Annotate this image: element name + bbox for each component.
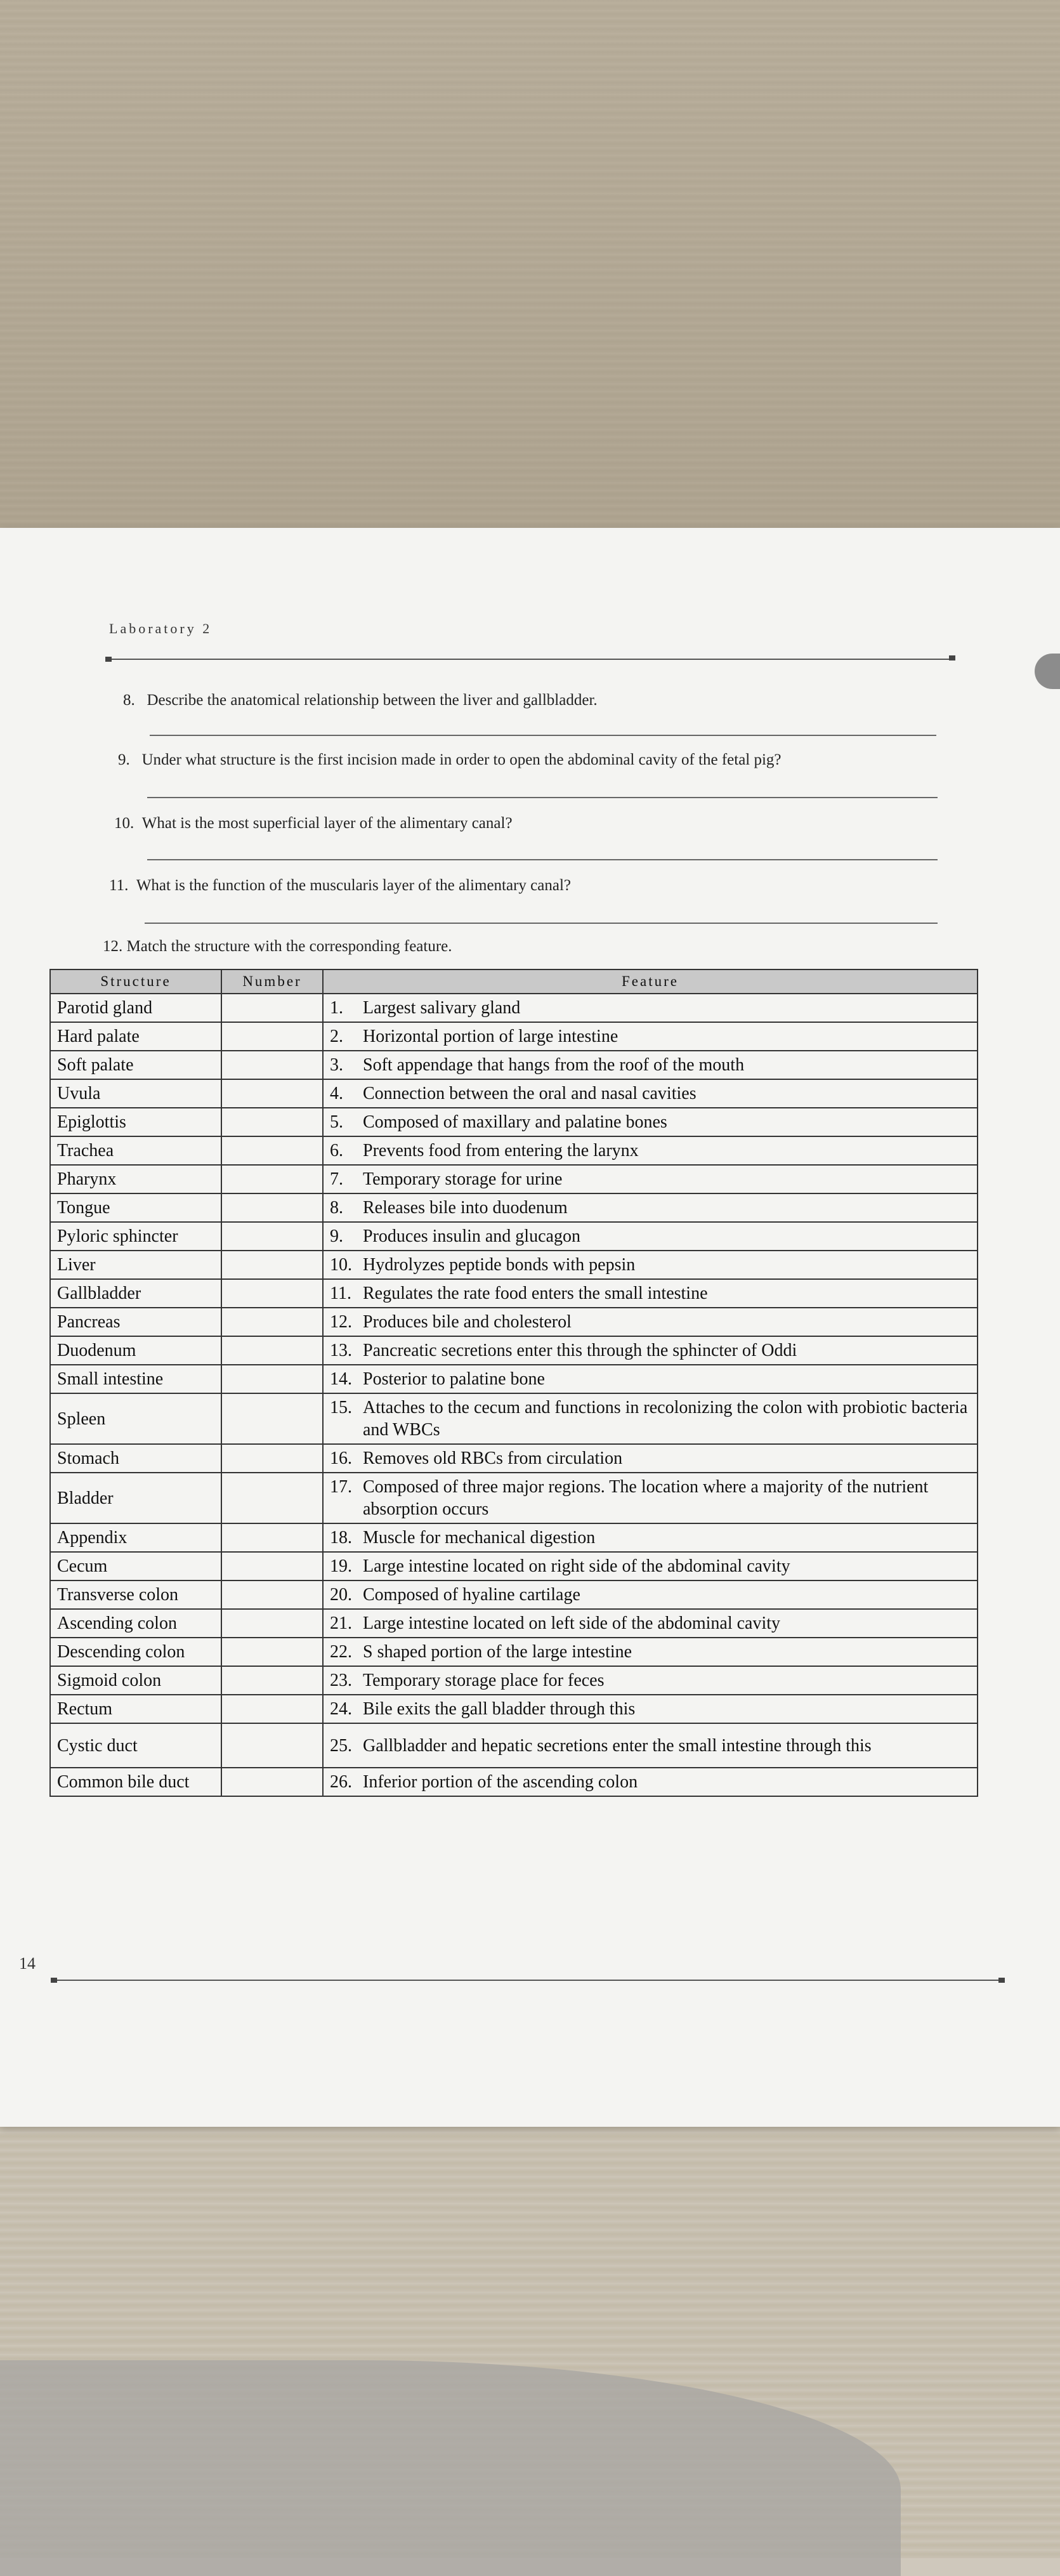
feature-cell	[323, 1444, 978, 1473]
table-row	[50, 1079, 978, 1108]
table-row	[50, 1695, 978, 1723]
feature-number: 22.	[330, 1642, 352, 1662]
question-text: Under what structure is the first incision made in order to open the abdominal cavity of the fetal pig?	[141, 751, 782, 768]
feature-number: 16.	[330, 1449, 352, 1468]
number-answer-cell[interactable]	[221, 1666, 323, 1695]
table-row	[50, 1638, 978, 1666]
structure-cell: Small intestine	[50, 1365, 221, 1393]
number-answer-cell[interactable]	[221, 1523, 323, 1552]
feature-cell	[323, 1768, 978, 1796]
feature-text: Large intestine located on right side of the abdominal cavity	[363, 1556, 790, 1576]
lab-header: Laboratory 2	[109, 621, 213, 636]
feature-text: Temporary storage for urine	[363, 1169, 563, 1189]
feature-text: Composed of hyaline cartilage	[363, 1585, 580, 1605]
match-table	[49, 969, 978, 1797]
table-row	[50, 1365, 978, 1393]
feature-number: 23.	[330, 1671, 352, 1690]
feature-text: Composed of three major regions. The location where a majority of the nutrient absorption occurs	[363, 1477, 929, 1519]
answer-line-9[interactable]	[147, 797, 938, 798]
footer-dot-left	[51, 1978, 57, 1983]
feature-cell	[323, 1638, 978, 1666]
feature-text: Posterior to palatine bone	[363, 1369, 545, 1389]
feature-number: 15.	[330, 1398, 352, 1417]
number-answer-cell[interactable]	[221, 1580, 323, 1609]
feature-cell	[323, 1079, 978, 1108]
structure-cell: Stomach	[50, 1444, 221, 1473]
table-row	[50, 1308, 978, 1336]
feature-cell	[323, 994, 978, 1022]
number-answer-cell[interactable]	[221, 1251, 323, 1279]
match-prompt: 12. Match the structure with the corresponding feature.	[103, 938, 452, 955]
feature-number: 1.	[330, 998, 343, 1018]
rule-dot-right	[949, 655, 955, 660]
feature-cell	[323, 1051, 978, 1079]
feature-text: Produces insulin and glucagon	[363, 1226, 580, 1246]
answer-line-10[interactable]	[147, 859, 938, 860]
feature-cell	[323, 1022, 978, 1051]
number-answer-cell[interactable]	[221, 1723, 323, 1768]
table-row	[50, 1723, 978, 1768]
number-answer-cell[interactable]	[221, 1393, 323, 1444]
table-row	[50, 994, 978, 1022]
question-number: 8.	[123, 692, 135, 709]
feature-number: 17.	[330, 1477, 352, 1497]
question-10	[114, 815, 513, 832]
feature-number: 26.	[330, 1772, 352, 1792]
feature-text: Prevents food from entering the larynx	[363, 1141, 639, 1160]
question-number: 9.	[118, 751, 130, 768]
table-row	[50, 1222, 978, 1251]
feature-text: Largest salivary gland	[363, 998, 521, 1018]
structure-cell: Transverse colon	[50, 1580, 221, 1609]
number-answer-cell[interactable]	[221, 1336, 323, 1365]
header-rule	[109, 659, 953, 660]
feature-text: Releases bile into duodenum	[363, 1198, 568, 1218]
table-row	[50, 1108, 978, 1136]
feature-number: 21.	[330, 1613, 352, 1633]
table-row	[50, 1022, 978, 1051]
structure-cell: Gallbladder	[50, 1279, 221, 1308]
feature-cell	[323, 1552, 978, 1580]
number-answer-cell[interactable]	[221, 1768, 323, 1796]
feature-text: Large intestine located on left side of the abdominal cavity	[363, 1613, 781, 1633]
feature-number: 25.	[330, 1735, 352, 1756]
structure-cell: Bladder	[50, 1473, 221, 1523]
feature-cell	[323, 1609, 978, 1638]
structure-cell: Hard palate	[50, 1022, 221, 1051]
feature-cell	[323, 1251, 978, 1279]
feature-text: Regulates the rate food enters the small intestine	[363, 1284, 708, 1303]
question-number: 11.	[109, 877, 129, 894]
number-answer-cell[interactable]	[221, 1165, 323, 1193]
fabric-background-top	[0, 0, 1060, 558]
structure-cell: Cystic duct	[50, 1723, 221, 1768]
structure-cell: Cecum	[50, 1552, 221, 1580]
question-text: What is the function of the muscularis layer of the alimentary canal?	[136, 877, 571, 894]
feature-text: Attaches to the cecum and functions in recolonizing the colon with probiotic bacteria and WBCs	[363, 1398, 968, 1440]
feature-text: S shaped portion of the large intestine	[363, 1642, 632, 1662]
table-row	[50, 1473, 978, 1523]
structure-cell: Appendix	[50, 1523, 221, 1552]
feature-cell	[323, 1136, 978, 1165]
number-answer-cell[interactable]	[221, 1444, 323, 1473]
table-row	[50, 1580, 978, 1609]
feature-number: 8.	[330, 1198, 343, 1218]
feature-number: 3.	[330, 1055, 343, 1075]
question-text: Describe the anatomical relationship between the liver and gallbladder.	[147, 692, 598, 709]
feature-number: 12.	[330, 1312, 352, 1332]
feature-number: 7.	[330, 1169, 343, 1189]
feature-text: Muscle for mechanical digestion	[363, 1528, 596, 1548]
structure-cell: Common bile duct	[50, 1768, 221, 1796]
feature-number: 11.	[330, 1284, 351, 1303]
feature-number: 10.	[330, 1255, 352, 1275]
table-row	[50, 1165, 978, 1193]
feature-number: 5.	[330, 1112, 343, 1132]
table-row	[50, 1136, 978, 1165]
table-row	[50, 1523, 978, 1552]
question-number: 10.	[114, 815, 134, 832]
structure-cell: Parotid gland	[50, 994, 221, 1022]
structure-cell: Pharynx	[50, 1165, 221, 1193]
table-row	[50, 1393, 978, 1444]
rule-dot-left	[105, 657, 112, 662]
feature-cell	[323, 1473, 978, 1523]
answer-line-8[interactable]	[150, 735, 936, 736]
feature-cell	[323, 1723, 978, 1768]
feature-text: Horizontal portion of large intestine	[363, 1027, 618, 1046]
number-answer-cell[interactable]	[221, 1051, 323, 1079]
feature-number: 14.	[330, 1369, 352, 1389]
structure-cell: Descending colon	[50, 1638, 221, 1666]
header-structure: Structure	[50, 969, 221, 994]
feature-text: Produces bile and cholesterol	[363, 1312, 572, 1332]
table-row	[50, 1336, 978, 1365]
feature-number: 18.	[330, 1528, 352, 1548]
structure-cell: Liver	[50, 1251, 221, 1279]
feature-number: 6.	[330, 1141, 343, 1160]
feature-cell	[323, 1108, 978, 1136]
structure-cell: Ascending colon	[50, 1609, 221, 1638]
feature-text: Gallbladder and hepatic secretions enter the small intestine through this	[363, 1735, 872, 1756]
structure-cell: Spleen	[50, 1393, 221, 1444]
number-answer-cell[interactable]	[221, 1609, 323, 1638]
structure-cell: Duodenum	[50, 1336, 221, 1365]
question-11	[109, 877, 571, 895]
feature-number: 24.	[330, 1699, 352, 1719]
table-row	[50, 1552, 978, 1580]
structure-cell: Trachea	[50, 1136, 221, 1165]
question-9	[118, 751, 782, 769]
structure-cell: Uvula	[50, 1079, 221, 1108]
feature-text: Hydrolyzes peptide bonds with pepsin	[363, 1255, 636, 1275]
feature-text: Bile exits the gall bladder through this	[363, 1699, 636, 1719]
structure-cell: Epiglottis	[50, 1108, 221, 1136]
number-answer-cell[interactable]	[221, 1108, 323, 1136]
feature-cell	[323, 1193, 978, 1222]
table-row	[50, 1609, 978, 1638]
feature-cell	[323, 1336, 978, 1365]
table-row	[50, 1251, 978, 1279]
feature-number: 2.	[330, 1027, 343, 1046]
footer-dot-right	[998, 1978, 1005, 1983]
structure-cell: Pyloric sphincter	[50, 1222, 221, 1251]
number-answer-cell[interactable]	[221, 1308, 323, 1336]
feature-text: Composed of maxillary and palatine bones	[363, 1112, 667, 1132]
feature-text: Removes old RBCs from circulation	[363, 1449, 623, 1468]
number-answer-cell[interactable]	[221, 1022, 323, 1051]
number-answer-cell[interactable]	[221, 1552, 323, 1580]
question-text: What is the most superficial layer of the alimentary canal?	[141, 815, 513, 832]
number-answer-cell[interactable]	[221, 1193, 323, 1222]
feature-cell	[323, 1523, 978, 1552]
feature-cell	[323, 1393, 978, 1444]
table-row	[50, 1051, 978, 1079]
feature-cell	[323, 1165, 978, 1193]
structure-cell: Tongue	[50, 1193, 221, 1222]
feature-cell	[323, 1666, 978, 1695]
structure-cell: Rectum	[50, 1695, 221, 1723]
number-answer-cell[interactable]	[221, 1473, 323, 1523]
table-row	[50, 1666, 978, 1695]
feature-cell	[323, 1308, 978, 1336]
feature-text: Connection between the oral and nasal cavities	[363, 1084, 697, 1103]
feature-number: 4.	[330, 1084, 343, 1103]
feature-cell	[323, 1695, 978, 1723]
feature-number: 19.	[330, 1556, 352, 1576]
number-answer-cell[interactable]	[221, 1222, 323, 1251]
number-answer-cell[interactable]	[221, 1079, 323, 1108]
structure-cell: Sigmoid colon	[50, 1666, 221, 1695]
page-number: 14	[19, 1954, 36, 1973]
number-answer-cell[interactable]	[221, 1695, 323, 1723]
header-number: Number	[221, 969, 323, 994]
table-row	[50, 1768, 978, 1796]
answer-line-11[interactable]	[145, 923, 938, 924]
table-row	[50, 1279, 978, 1308]
number-answer-cell[interactable]	[221, 994, 323, 1022]
number-answer-cell[interactable]	[221, 1279, 323, 1308]
feature-cell	[323, 1580, 978, 1609]
number-answer-cell[interactable]	[221, 1638, 323, 1666]
feature-text: Pancreatic secretions enter this through the sphincter of Oddi	[363, 1341, 797, 1360]
header-feature: Feature	[323, 969, 978, 994]
feature-number: 13.	[330, 1341, 352, 1360]
feature-number: 9.	[330, 1226, 343, 1246]
feature-text: Temporary storage place for feces	[363, 1671, 605, 1690]
question-8	[123, 692, 598, 709]
feature-text: Inferior portion of the ascending colon	[363, 1772, 638, 1792]
footer-rule	[51, 1980, 1002, 1981]
feature-cell	[323, 1365, 978, 1393]
number-answer-cell[interactable]	[221, 1365, 323, 1393]
feature-text: Soft appendage that hangs from the roof of the mouth	[363, 1055, 745, 1075]
feature-cell	[323, 1222, 978, 1251]
table-row	[50, 1193, 978, 1222]
feature-cell	[323, 1279, 978, 1308]
feature-number: 20.	[330, 1585, 352, 1605]
structure-cell: Soft palate	[50, 1051, 221, 1079]
table-row	[50, 1444, 978, 1473]
number-answer-cell[interactable]	[221, 1136, 323, 1165]
match-table-header	[50, 969, 978, 994]
structure-cell: Pancreas	[50, 1308, 221, 1336]
